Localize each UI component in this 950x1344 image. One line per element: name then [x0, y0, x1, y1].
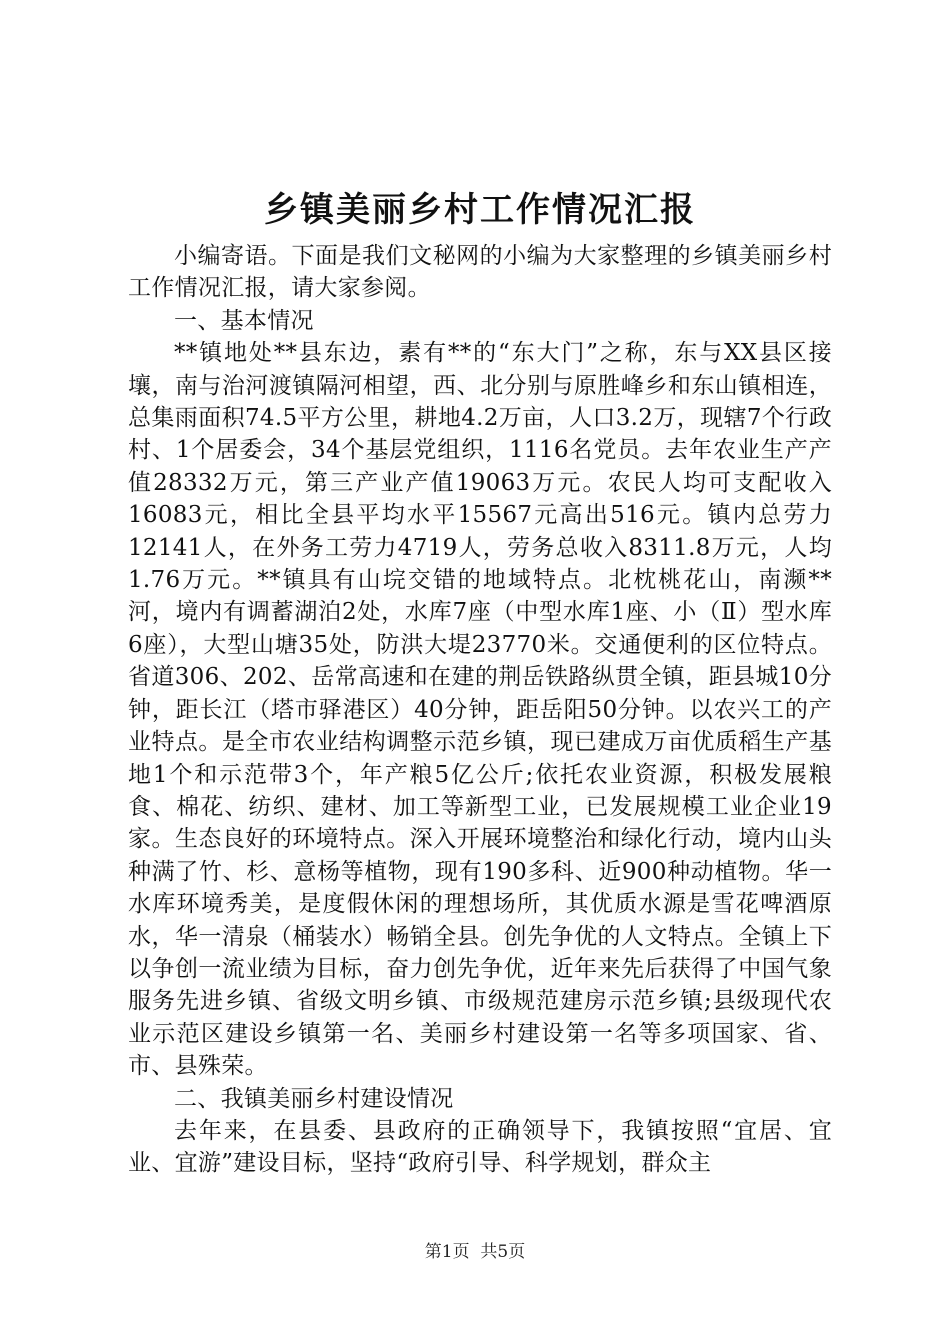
paragraph-intro: 小编寄语。下面是我们文秘网的小编为大家整理的乡镇美丽乡村工作情况汇报，请大家参阅。 [128, 243, 832, 302]
document-title: 乡镇美丽乡村工作情况汇报 [264, 190, 696, 230]
document-body [128, 240, 832, 1180]
paragraph-basic-situation: **镇地处**县东边，素有**的“东大门”之称，东与XX县区接壤，南与治河渡镇隔河相望，西、北分别与原胜峰乡和东山镇相连，总集雨面积74.5平方公里，耕地4.2万亩，人口3.2万，现辖7个行政村、1个居委会，34个基层党组织，1116名党员。去年农业生产产值28332万元，第三产业产值19063万元。农民人均可支配收入16083元，相比全县平均水平15567元高出516元。镇内总劳力12141人，在外务工劳力4719人，劳务总收入8311.8万元，人均1.76万元。**镇具有山垸交错的地域特点。北枕桃花山，南濒**河，境内有调蓄湖泊2处，水库7座（中型水库1座、小（Ⅱ）型水库6座），大型山塘35处，防洪大堤23770米。交通便利的区位特点。省道306、202、岳常高速和在建的荆岳铁路纵贯全镇，距县城10分钟，距长江（塔市驿港区）40分钟，距岳阳50分钟。以农兴工的产业特点。是全市农业结构调整示范乡镇，现已建成万亩优质稻生产基地1个和示范带3个，年产粮5亿公斤;依托农业资源，积极发展粮食、棉花、纺织、建材、加工等新型工业，已发展规模工业企业19家。生态良好的环境特点。深入开展环境整治和绿化行动，境内山头种满了竹、杉、意杨等植物，现有190多科、近900种动植物。华一水库环境秀美，是度假休闲的理想场所，其优质水源是雪花啤酒原水，华一清泉（桶装水）畅销全县。创先争优的人文特点。全镇上下以争创一流业绩为目标，奋力创先争优，近年来先后获得了中国气象服务先进乡镇、省级文明乡镇、市级规范建房示范乡镇;县级现代农业示范区建设乡镇第一名、美丽乡村建设第一名等多项国家、省、市、县殊荣。 [128, 340, 832, 1080]
page-footer: 第1页 共5页 [424, 1242, 526, 1262]
paragraph-construction: 去年来，在县委、县政府的正确领导下，我镇按照“宜居、宜业、宜游”建设目标，坚持“政府引导、科学规划，群众主 [128, 1117, 832, 1177]
section-heading-construction: 二、我镇美丽乡村建设情况 [174, 1085, 454, 1112]
section-heading-basic-situation: 一、基本情况 [174, 307, 314, 334]
